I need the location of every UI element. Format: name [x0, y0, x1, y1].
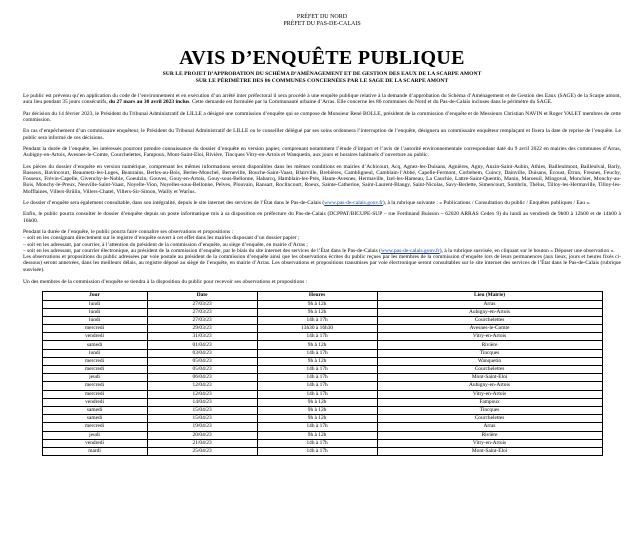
cell-day: lundi: [42, 308, 147, 316]
header-place: Lieu (Mairie): [377, 292, 602, 300]
observations-option-3: – soit en les adressant, par courrier électronique, au président de la commission d’enquête, par le biais du site internet des services de l’État dans le Pas-de-Calais (: [23, 247, 381, 254]
table-row: [42, 341, 602, 349]
cell-place: Courchelettes: [377, 415, 602, 423]
header-day: Jour: [42, 292, 147, 300]
cell-hours: 9h à 12h: [257, 308, 377, 316]
p1-text-end: . Cette demande est formulée par la Communauté urbaine d’Arras. Elle concerne les 86 communes du Nord et du Pas-de-Calais incluses dans le périmètre du SAGE.: [189, 99, 553, 106]
table-row: [42, 325, 602, 333]
cell-day: mercredi: [42, 382, 147, 390]
cell-hours: 9h à 12h: [257, 406, 377, 414]
cell-place: Arras: [377, 300, 602, 308]
subtitle-line-1: SUR LE PROJET D’APPROBATION DU SCHÉMA D’AMÉNAGEMENT ET DE GESTION DES EAUX DE LA SCARPE AMONT: [162, 71, 482, 77]
cell-day: vendredi: [42, 333, 147, 341]
header-date: Date: [147, 292, 257, 300]
cell-place: Aubigny-en-Artois: [377, 382, 602, 390]
table-row: [42, 423, 602, 431]
p6-text: Le dossier d’enquête sera également consultable, dans son intégralité, depuis le site internet des services de l’État dans le Pas-de-Calais (: [23, 200, 325, 207]
table-row: [42, 308, 602, 316]
cell-date: 12/04/23: [147, 382, 257, 390]
cell-hours: 14h à 17h: [257, 423, 377, 431]
cell-day: lundi: [42, 349, 147, 357]
cell-place: Vitry-en-Artois: [377, 390, 602, 398]
cell-place: Arras: [377, 423, 602, 431]
cell-date: 05/04/23: [147, 366, 257, 374]
cell-day: samedi: [42, 341, 147, 349]
paragraph-permanences-intro: Un des membres de la commission d’enquête se tiendra à la disposition du public pour recevoir ses observations et propositions :: [23, 279, 308, 286]
cell-date: 03/04/23: [147, 349, 257, 357]
cell-date: 27/03/23: [147, 308, 257, 316]
prefecture-website-link[interactable]: www.pas-de-calais.gouv.fr: [324, 200, 383, 207]
subtitle-line-2: SUR LE PÉRIMÈTRE DES 86 COMMUNES CONCERNÉES PAR LE SAGE DE LA SCARPE AMONT: [195, 77, 449, 84]
paragraph-online: [23, 200, 621, 206]
cell-day: mercredi: [42, 390, 147, 398]
cell-hours: 9h à 12h: [257, 341, 377, 349]
cell-date: 19/04/23: [147, 423, 257, 431]
p1-dates: du 27 mars au 30 avril 2023 inclus: [109, 99, 190, 106]
cell-hours: 14h à 17h: [257, 439, 377, 447]
observations-option-3-end: ), à la rubrique susvisée, en cliquant sur le bouton « Déposer une observation ».: [439, 247, 615, 254]
cell-place: Rivière: [377, 431, 602, 439]
cell-day: jeudi: [42, 374, 147, 382]
cell-hours: 13h30 à 16h30: [257, 325, 377, 333]
paragraph-enquiry-dates: [23, 93, 621, 106]
observations-option-2: – soit en les adressant, par courrier, à l’attention du président de la commission d’enquête, au siège d’enquête, en mairie d’Arras ;: [23, 241, 308, 248]
paragraph-replacement: En cas d’empêchement d’un commissaire enquêteur, le Président du Tribunal Administratif de LILLE ou le conseiller délégué par ses soins ordonnera l’interruption de l’enquête, désignera un commissaire enquêteur remplaçant et fixera la date de reprise de l’enquête. Le public sera informé de ces décisions.: [23, 128, 621, 141]
cell-day: vendredi: [42, 398, 147, 406]
cell-place: Vitry-en-Artois: [377, 333, 602, 341]
observations-website-link[interactable]: www.pas-de-calais.gouv.fr: [381, 247, 440, 254]
cell-hours: 9h à 12h: [257, 398, 377, 406]
notice-title: AVIS D’ENQUÊTE PUBLIQUE: [179, 47, 465, 69]
table-row: [42, 382, 602, 390]
cell-place: Fampoux: [377, 398, 602, 406]
cell-day: mercredi: [42, 325, 147, 333]
cell-hours: 14h à 17h: [257, 316, 377, 324]
p6-text-end: ), à la rubrique suivante : « Publications / Consultation du public / Enquêtes publiques / Eau ».: [382, 200, 591, 207]
cell-hours: 14h à 17h: [257, 390, 377, 398]
p1-text: Le public est prévenu qu’en application du code de l’environnement et en exécution d’un arrêté inter préfectoral il sera procédé à une enquête publique relative à la demande d’approbation du Schéma d’Aménagement et de Gestion des Eaux (SAGE) de la Scarpe amont, aura lieu pendant 35 jours consécutifs,: [23, 93, 621, 106]
table-row: [42, 398, 602, 406]
table-row: [42, 357, 602, 365]
table-row: [42, 439, 602, 447]
paragraph-computer-access: Enfin, le public pourra consulter le dossier d’enquête depuis un poste informatique mis à sa disposition en préfecture du Pas-de-Calais (DCPPAT/BICUPE-SUP – rue Ferdinand Buisson – 62020 ARRAS Cedex 9) du lundi au vendredi de 9h00 à 12h00 et de 14h00 à 16h00.: [23, 211, 621, 224]
cell-place: Wanquetin: [377, 357, 602, 365]
cell-hours: 14h à 17h: [257, 366, 377, 374]
cell-day: mercredi: [42, 357, 147, 365]
cell-date: 12/04/23: [147, 390, 257, 398]
observations-option-1: – soit en les consignant directement sur le registre d’enquête ouvert à cet effet dans les mairies disposant d’un dossier papier ;: [23, 235, 300, 242]
cell-hours: 9h à 12h: [257, 300, 377, 308]
table-row: [42, 374, 602, 382]
cell-date: 05/04/23: [147, 357, 257, 365]
table-row: [42, 390, 602, 398]
cell-hours: 14h à 17h: [257, 447, 377, 455]
cell-date: 21/04/23: [147, 439, 257, 447]
cell-date: 27/03/23: [147, 316, 257, 324]
cell-day: mercredi: [42, 366, 147, 374]
cell-date: 14/04/23: [147, 398, 257, 406]
observations-intro: Pendant la durée de l’enquête, le public pourra faire connaître ses observations et propositions :: [23, 228, 234, 235]
prefect-header: [23, 14, 621, 28]
cell-date: 25/04/23: [147, 447, 257, 455]
notice-subtitle: [23, 71, 621, 84]
paragraph-paper-file: Pendant la durée de l’enquête, les intéressés pourront prendre connaissance du dossier d’enquête en version papier, comprenant notamment l’étude d’impact et l’avis de l’autorité environnementale correspondant daté du 9 avril 2022 en mairies des communes d’Arras, Aubigny-en-Artois, Avesnes-le-Comte, Courchelettes, Fampoux, Mont-Saint-Eloi, Rivière, Tincques Vitry-en-Artois et Wanquetin, aux jours et horaires habituels d’ouverture au public.: [23, 145, 621, 159]
cell-place: Courchelettes: [377, 316, 602, 324]
cell-hours: 9h à 12h: [257, 357, 377, 365]
cell-day: samedi: [42, 406, 147, 414]
table-row: [42, 415, 602, 423]
table-row: [42, 333, 602, 341]
cell-date: 29/03/23: [147, 325, 257, 333]
cell-day: lundi: [42, 300, 147, 308]
paragraph-digital-file: Les pièces du dossier d’enquête en version numérique, comprenant les mêmes informations seront disponibles dans les mêmes conditions en mairies d’Achicourt, Acq, Agnez-les-Duisans, Agnières, Agny, Anzin-Saint-Aubin, Athies, Bailleulmont, Bailleulval, Barly, Basseux, Bavincourt, Beaumetz-les-Loges, Beaurains, Berles-au-Bois, Berles-Monchel, Berneville, Bouche-Saint-Vaast, Blairville, Brebières, Cambligneul, Camblain-l’Abbé, Capelle-Fermont, Corbehem, Cuincy, Dainville, Duisans, Écoust, Étrun, Fresnes, Feuchy, Fosseux, Frévin-Capelle, Givenchy-le-Noble, Goeulzin, Gouves, Gouy-en-Artois, Gouy-sous-Bellonne, Habarcq, Hamblain-les-Prés, Haute-Avesnes, Hermaville, Izel-les-Hameau, La Cauchie, Lattre-Saint-Quentin, Manin, Maroeuil, Mingoval, Monchiet, Monchy-au-Bois, Monchy-le-Preux, Neuville-Saint-Vaast, Noyelle-Vion, Noyelles-sous-Bellonne, Pelves, Plouvain, Ransart, Roclincourt, Roeux, Sainte-Catherine, Saint-Laurent-Blangy, Saint-Nicolas, Savy-Berlette, Simencourt, Sombrin, Thélus, Tilloy-les-Hermaville, Tilloy-les-Mofflaines, Villers-Brûlin, Villers-Chatel, Villers-Sir-Simon, Wailly et Warlus.: [23, 163, 621, 195]
table-row: [42, 316, 602, 324]
cell-place: Rivière: [377, 341, 602, 349]
cell-hours: 14h à 17h: [257, 374, 377, 382]
cell-day: vendredi: [42, 439, 147, 447]
cell-day: lundi: [42, 316, 147, 324]
permanences-table: [42, 291, 603, 456]
cell-day: jeudi: [42, 431, 147, 439]
header-hours: Heures: [257, 292, 377, 300]
cell-date: 15/04/23: [147, 415, 257, 423]
cell-day: mercredi: [42, 423, 147, 431]
prefect-line-2: PRÉFET DU PAS-DE-CALAIS: [283, 21, 361, 27]
cell-place: Tincques: [377, 349, 602, 357]
table-row: [42, 406, 602, 414]
cell-date: 15/04/23: [147, 406, 257, 414]
cell-date: 31/03/23: [147, 333, 257, 341]
cell-hours: 14h à 17h: [257, 333, 377, 341]
cell-hours: 14h à 17h: [257, 382, 377, 390]
table-row: [42, 447, 602, 455]
cell-place: Courchelettes: [377, 366, 602, 374]
cell-place: Vitry-en-Artois: [377, 439, 602, 447]
cell-place: Mont-Saint-Eloi: [377, 374, 602, 382]
prefect-line-1: PRÉFET DU NORD: [296, 14, 348, 20]
table-row: [42, 300, 602, 308]
cell-date: 01/04/23: [147, 341, 257, 349]
observations-handling: Les observations et propositions du public adressées par voie postale au président de la commission d’enquête ainsi que les observations écrites du public reçues par les membres de la commission d’enquête lors de leurs permanences (aux lieux, jours et heures fixés ci-dessous) seront annexées, dans les meilleurs délais, au registre déposé au siège de l’enquête, en mairie d’Arras. Les observations et propositions transmises par voie électronique seront consultables sur le site internet des services de l’État dans le Pas-de-Calais (rubrique susvisée).: [23, 254, 621, 273]
cell-day: mardi: [42, 447, 147, 455]
table-row: [42, 366, 602, 374]
cell-place: Avesnes-le-Comte: [377, 325, 602, 333]
cell-place: Mont-Saint-Eloi: [377, 447, 602, 455]
paragraph-observations: [23, 229, 621, 273]
cell-hours: 9h à 12h: [257, 431, 377, 439]
table-row: [42, 431, 602, 439]
table-row: [42, 349, 602, 357]
cell-date: 20/04/23: [147, 431, 257, 439]
cell-day: samedi: [42, 415, 147, 423]
cell-hours: 14h à 17h: [257, 349, 377, 357]
cell-date: 06/04/23: [147, 374, 257, 382]
table-header-row: [42, 292, 602, 300]
cell-place: Tincques: [377, 406, 602, 414]
table-body: [42, 300, 602, 456]
cell-place: Aubigny-en-Artois: [377, 308, 602, 316]
paragraph-commission: Par décision du 14 février 2023, le Président du Tribunal Administratif de LILLE a désigné une commission d’enquête qui se compose de Monsieur René BOLLE, président de la commission d’enquête et de Messieurs Christian NAVIN et Roger VALET membres de cette commission.: [23, 110, 621, 124]
cell-hours: 9h à 12h: [257, 415, 377, 423]
cell-date: 27/03/23: [147, 300, 257, 308]
